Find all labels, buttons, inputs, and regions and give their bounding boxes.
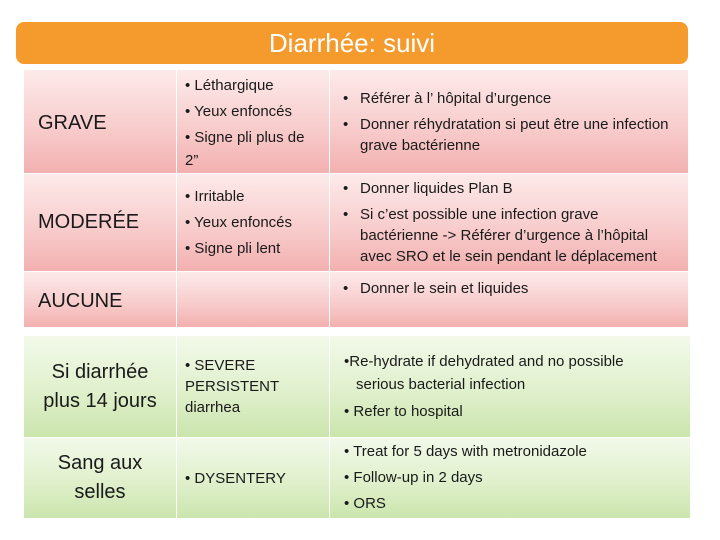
row-label-dysentery — [24, 438, 177, 518]
action-list — [340, 88, 680, 156]
bullet-icon: • — [343, 115, 349, 133]
action-item: • ORS — [344, 495, 386, 512]
signs-moderee — [177, 174, 330, 272]
row-label-text: Sang aux selles — [57, 452, 143, 503]
action-item: • Donner le sein et liquides — [343, 280, 529, 297]
row-label-text: AUCUNE — [38, 290, 123, 312]
actions-dysentery — [330, 438, 690, 518]
row-label-text: GRAVE — [38, 112, 107, 134]
row-label-text: MODERÉE — [38, 211, 140, 233]
action-item: serious bacterial infection — [356, 376, 526, 393]
signs-grave — [177, 70, 330, 174]
sign-item: • Yeux enfoncés — [185, 213, 293, 231]
row-label-aucune — [24, 272, 177, 327]
actions-moderee — [330, 174, 688, 272]
action-list — [340, 178, 680, 267]
sign-item: diarrhea — [185, 399, 241, 416]
row-label-moderee — [24, 174, 177, 272]
action-item: • Référer à l’ hôpital d’urgence — [343, 89, 552, 107]
sign-item: • Signe pli plus de — [185, 128, 305, 146]
actions-grave — [330, 70, 688, 174]
action-item: •Re-hydrate if dehydrated and no possible — [344, 353, 624, 370]
sign-item: 2” — [185, 151, 199, 169]
sign-item: PERSISTENT — [185, 378, 280, 395]
sign-item: • Léthargique — [185, 76, 274, 94]
sign-item: • Signe pli lent — [185, 239, 281, 257]
actions-persistent — [330, 336, 690, 438]
bullet-icon: • — [343, 280, 349, 297]
bullet-icon: • — [343, 180, 349, 197]
row-label-persistent — [24, 336, 177, 438]
sign-item: • DYSENTERY — [185, 469, 286, 487]
action-item: • Si c’est possible une infection grave bactérienne -> Référer d’urgence à l’hôpital avec SRO et le sein pendant le déplacement — [343, 206, 657, 265]
action-item: • Donner liquides Plan B — [343, 180, 513, 197]
action-item: • Refer to hospital — [344, 403, 463, 420]
signs-dysentery — [177, 438, 330, 518]
row-label-text: Si diarrhée plus 14 jours — [43, 360, 157, 412]
bullet-icon: • — [343, 206, 349, 223]
signs-persistent — [177, 336, 330, 438]
action-item: • Treat for 5 days with metronidazole — [344, 443, 587, 460]
sign-item: • SEVERE — [185, 357, 256, 374]
row-label-grave — [24, 70, 177, 174]
bullet-icon: • — [343, 89, 349, 107]
action-list — [340, 278, 680, 299]
sign-item: • Yeux enfoncés — [185, 102, 293, 120]
page-title: Diarrhée: suivi — [16, 22, 688, 64]
action-item: • Donner réhydratation si peut être une infection grave bactérienne — [343, 115, 669, 154]
sign-item: • Irritable — [185, 187, 245, 205]
action-item: • Follow-up in 2 days — [344, 469, 483, 486]
signs-aucune — [177, 272, 330, 327]
actions-aucune — [330, 272, 688, 327]
